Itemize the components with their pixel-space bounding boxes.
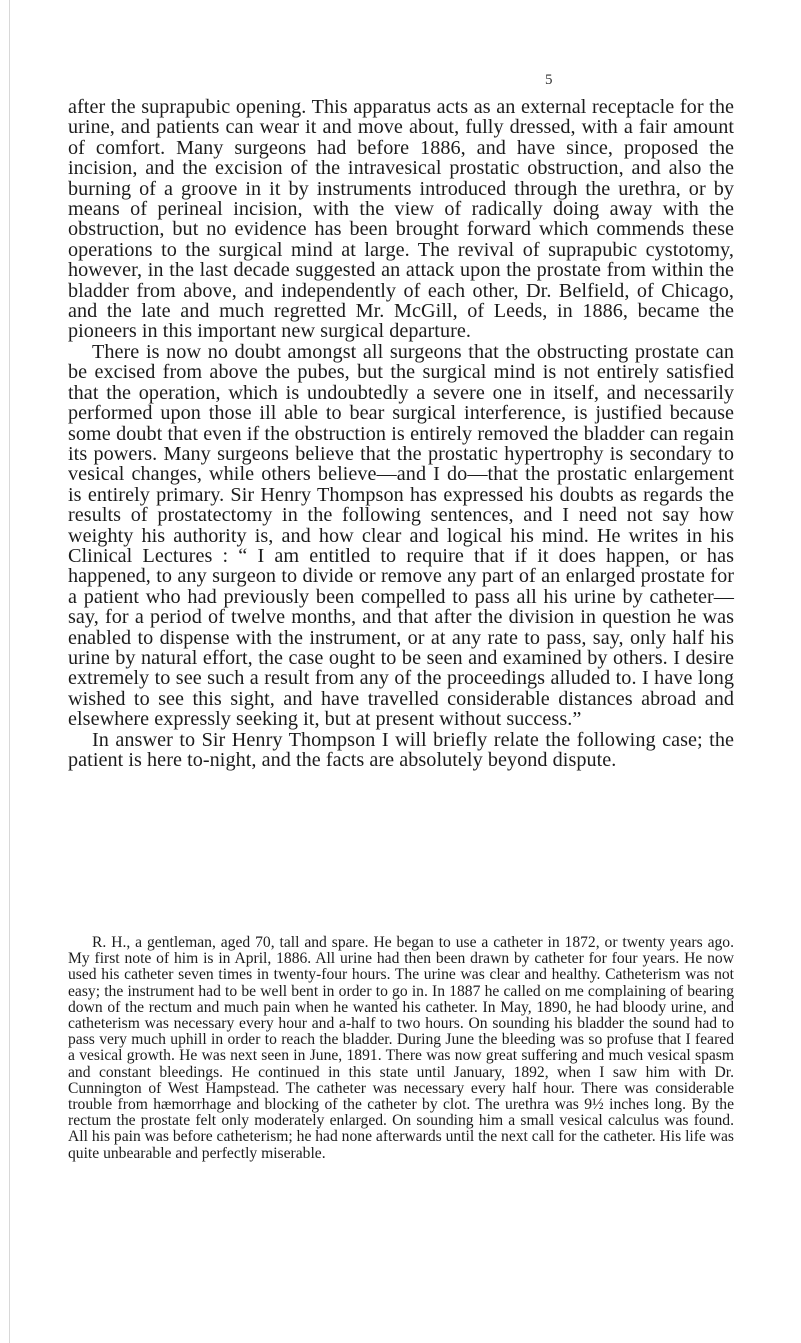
page-number: 5 [545, 72, 553, 88]
page-edge-rule [9, 0, 10, 1343]
paragraph-1: after the suprapubic opening. This apparatus acts as an external receptacle for the urine, and patients can wear it and move about, fully dressed, with a fair amount of comfort. Many surgeons had before 1886, and have since, proposed the incision, and the excision of the intravesical prostatic obstruction, and also the burning of a groove in it by instruments introduced through the urethra, or by means of perineal incision, with the view of radically doing away with the obstruction, but no evidence has been brought forward which commends these operations to the surgical mind at large. The revival of suprapubic cystotomy, however, in the last decade suggested an attack upon the prostate from within the bladder from above, and independently of each other, Dr. Belfield, of Chicago, and the late and much regretted Mr. McGill, of Leeds, in 1886, became the pioneers in this important new surgical departure. [68, 96, 734, 343]
main-text [68, 97, 734, 770]
paragraph-3: In answer to Sir Henry Thompson I will briefly relate the following case; the patient is here to-night, and the facts are absolutely beyond dispute. [68, 728, 734, 771]
case-report [68, 935, 734, 1162]
case-report-text: R. H., a gentleman, aged 70, tall and spare. He began to use a catheter in 1872, or twenty years ago. My first note of him is in April, 1886. All urine had then been drawn by catheter for four years. He now used his catheter seven times in twenty-four hours. The urine was clear and healthy. Catheterism was not easy; the instrument had to be well bent in order to go in. In 1887 he called on me complaining of bearing down of the rectum and much pain when he wanted his catheter. In May, 1890, he had bloody urine, and catheterism was necessary every hour and a-half to two hours. On sounding his bladder the sound had to pass very much uphill in order to reach the bladder. During June the bleeding was so profuse that I feared a vesical growth. He was next seen in June, 1891. There was now great suffering and much vesical spasm and constant bleedings. He continued in this state until January, 1892, when I saw him with Dr. Cunnington of West Hampstead. The catheter was necessary every half hour. There was considerable trouble from hæmorrhage and blocking of the catheter by clot. The urethra was 9½ inches long. By the rectum the prostate felt only moderately enlarged. On sounding him a small vesical calculus was found. All his pain was before catheterism; he had none afterwards until the next call for the catheter. His life was quite unbearable and perfectly miserable. [68, 934, 734, 1162]
paragraph-2: There is now no doubt amongst all surgeons that the obstructing prostate can be excised from above the pubes, but the surgical mind is not entirely satisfied that the operation, which is undoubtedly a severe one in itself, and necessarily performed upon those ill able to bear surgical interference, is justified because some doubt that even if the obstruction is entirely removed the bladder can regain its powers. Many surgeons believe that the prostatic hypertrophy is secondary to vesical changes, while others believe—and I do—that the prostatic enlargement is entirely primary. Sir Henry Thompson has expressed his doubts as regards the results of prostatectomy in the following sentences, and I need not say how weighty his authority is, and how clear and logical his mind. He writes in his Clinical Lectures : “ I am entitled to require that if it does happen, or has happened, to any surgeon to divide or remove any part of an enlarged prostate for a patient who had previously been compelled to pass all his urine by catheter—say, for a period of twelve months, and that after the division in question he was enabled to dispense with the instrument, or at any rate to pass, say, only half his urine by natural effort, the case ought to be seen and examined by others. I desire extremely to see such a result from any of the proceedings alluded to. I have long wished to see this sight, and have travelled considerable distances abroad and elsewhere expressly seeking it, but at present without success.” [68, 340, 734, 731]
